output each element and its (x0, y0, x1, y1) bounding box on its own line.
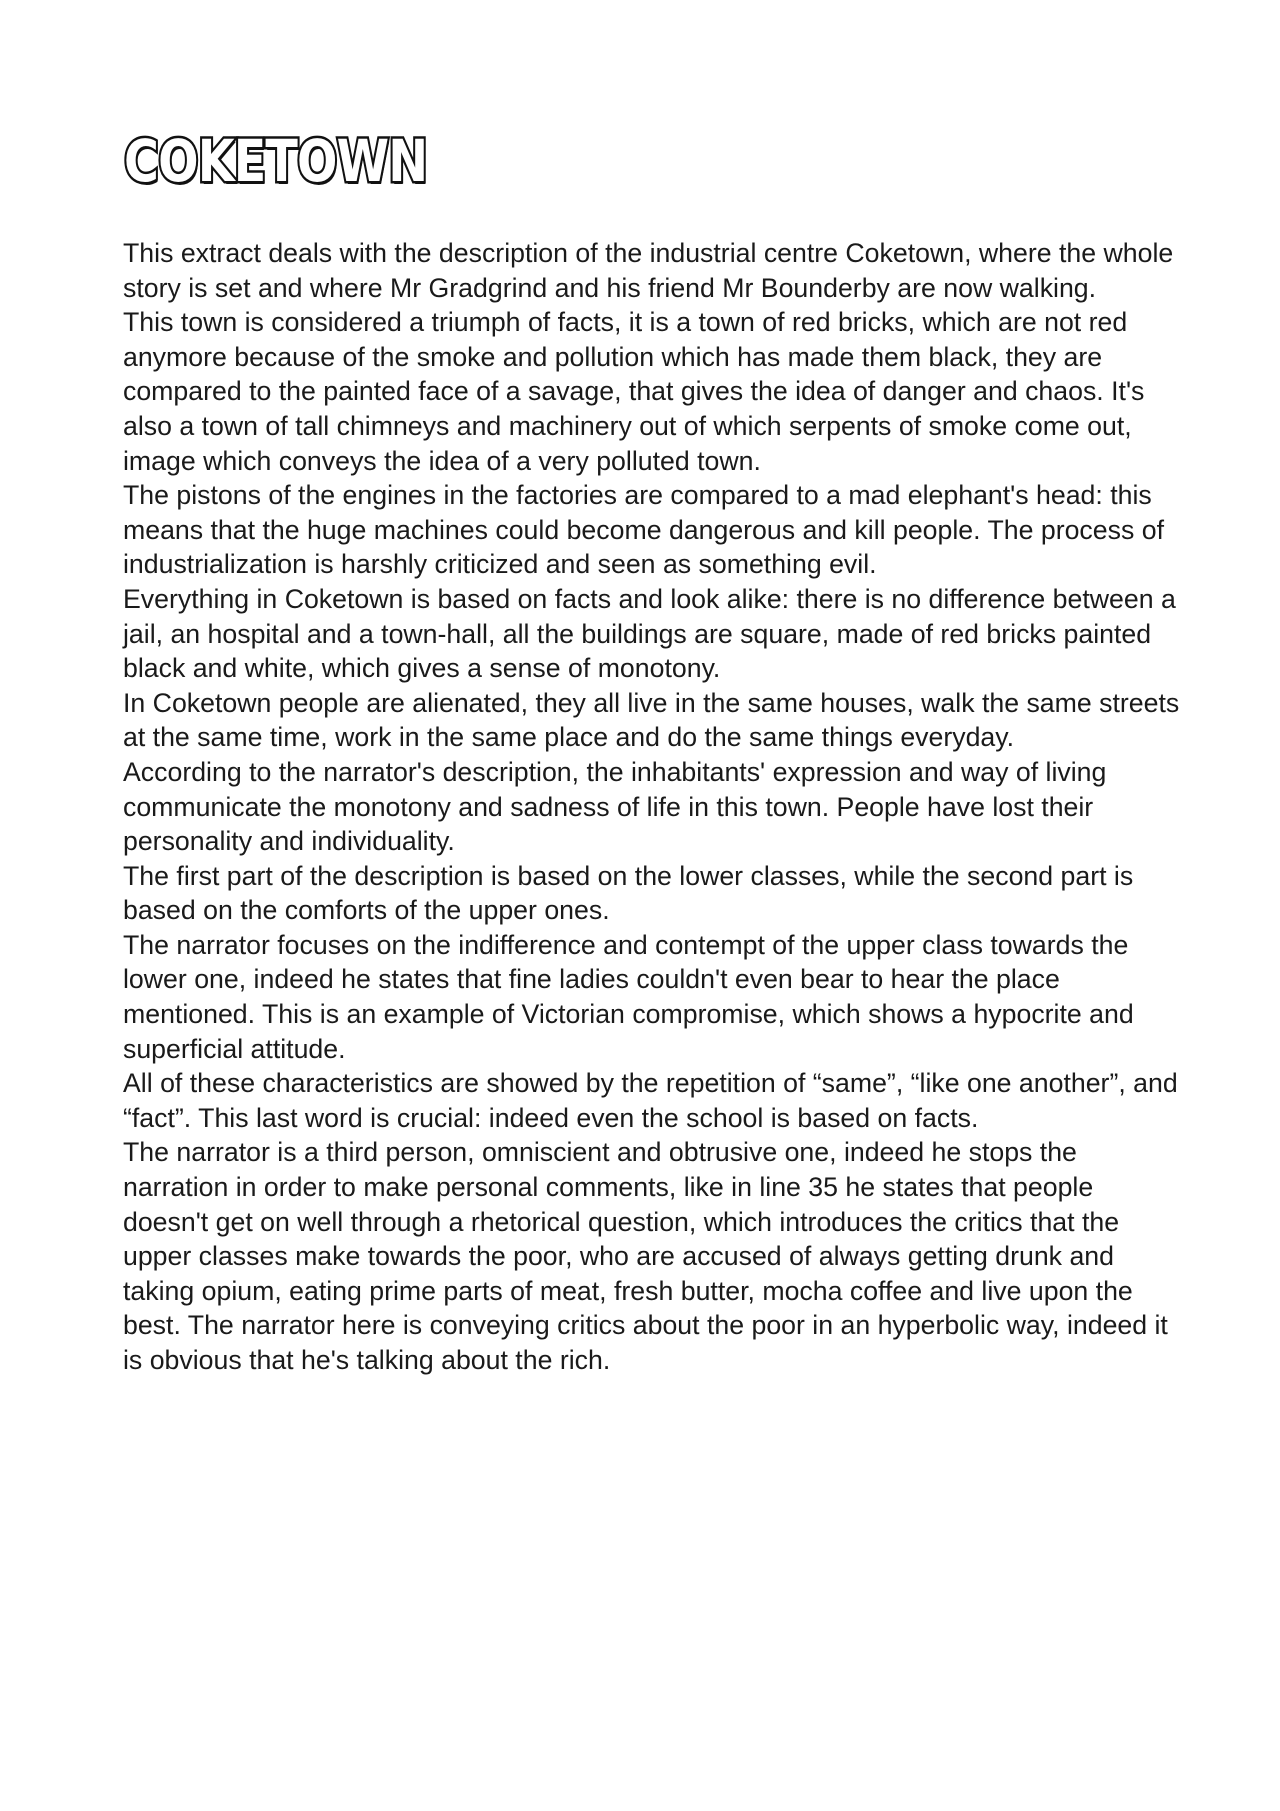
paragraph: The first part of the description is based on the lower classes, while the second part is based on the comforts of the upper ones. (123, 860, 1134, 926)
document-body (123, 236, 1183, 1378)
paragraph: The narrator focuses on the indifference and contempt of the upper class towards the lower one, indeed he states that fine ladies couldn't even bear to hear the place mentioned. This is an example of Victorian compromise, which shows a hypocrite and superficial attitude. (123, 929, 1134, 1064)
paragraph: This extract deals with the description of the industrial centre Coketown, where the whole story is set and where Mr Gradgrind and his friend Mr Bounderby are now walking. (123, 238, 1174, 303)
paragraph: All of these characteristics are showed by the repetition of “same”, “like one another”, and “fact”. This last word is crucial: indeed even the school is based on facts. (123, 1068, 1178, 1133)
paragraph: The pistons of the engines in the factories are compared to a mad elephant's head: this means that the huge machines could become dangerous and kill people. The process of industrialization is harshly criticized and seen as something evil. (123, 480, 1164, 580)
paragraph: In Coketown people are alienated, they all live in the same houses, walk the same streets at the same time, work in the same place and do the same things everyday. (123, 687, 1180, 753)
document-title: COKETOWN (124, 127, 428, 195)
paragraph: The narrator is a third person, omniscient and obtrusive one, indeed he stops the narration in order to make personal comments, like in line 35 he states that people doesn't get on well through a rhetorical question, which introduces the critics that the upper classes make towards the poor, who are accused of always getting drunk and taking opium, eating prime parts of meat, fresh butter, mocha coffee and live upon the best. The narrator here is conveying critics about the poor in an hyperbolic way, indeed it is obvious that he's talking about the rich. (123, 1137, 1168, 1375)
paragraph: According to the narrator's description, the inhabitants' expression and way of living communicate the monotony and sadness of life in this town. People have lost their personality and individuality. (123, 756, 1107, 857)
paragraph: This town is considered a triumph of facts, it is a town of red bricks, which are not red anymore because of the smoke and pollution which has made them black, they are compared to the painted face of a savage, that gives the idea of danger and chaos. It's also a town of tall chimneys and machinery out of which serpents of smoke come out, image which conveys the idea of a very polluted town. (123, 307, 1145, 476)
paragraph: Everything in Coketown is based on facts and look alike: there is no difference between a jail, an hospital and a town-hall, all the buildings are square, made of red bricks painted black and white, which gives a sense of monotony. (123, 583, 1176, 684)
